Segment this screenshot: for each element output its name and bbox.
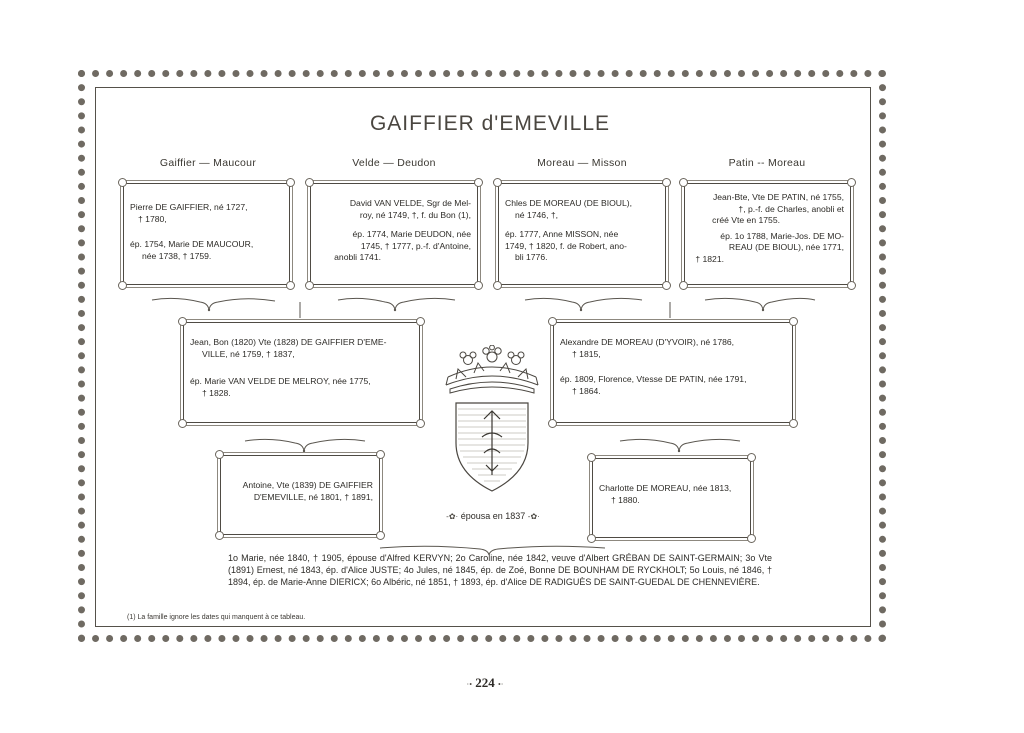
box-line: Jean, Bon (1820) Vte (1828) DE GAIFFIER D'EME- <box>190 337 387 347</box>
box-line: † 1815, <box>572 348 601 359</box>
person-box-charles-moreau <box>498 183 666 285</box>
footnote: (1) La famille ignore les dates qui manquent à ce tableau. <box>127 614 306 621</box>
ornament-right-icon: -✿· <box>527 512 540 521</box>
column-heading-gaiffier: Gaiffier — Maucour <box>159 157 257 169</box>
brace-top-right <box>525 298 642 310</box>
box-line: ép. 1754, Marie DE MAUCOUR, <box>130 239 254 250</box>
box-line: D'EMEVILLE, né 1801, † 1891, <box>253 491 373 502</box>
coat-of-arms-icon <box>438 345 546 495</box>
box-line: Antoine, Vte (1839) DE GAIFFIER <box>242 480 373 490</box>
box-line: 1745, † 1777, p.-f. d'Antoine, <box>360 240 471 251</box>
box-line: ép. 1774, Marie DEUDON, née <box>352 229 471 240</box>
box-line: anobli 1741. <box>334 252 381 263</box>
box-line: † 1821. <box>695 253 724 264</box>
person-box-pierre-gaiffier <box>123 183 290 285</box>
column-heading-moreau: Moreau — Misson <box>537 157 627 169</box>
ornament-left-icon: -✿· <box>446 512 459 521</box>
box-line: Charlotte DE MOREAU, née 1813, <box>599 483 732 493</box>
person-box-charlotte-moreau <box>592 458 751 538</box>
person-box-jean-baptiste-patin <box>684 183 851 285</box>
page-number-value: 224 <box>475 675 495 690</box>
marriage-note <box>418 511 568 521</box>
box-line: bli 1776. <box>515 252 548 263</box>
box-line: ép. Marie VAN VELDE DE MELROY, née 1775, <box>190 376 371 387</box>
box-line: † 1780, <box>138 213 167 224</box>
box-line: ép. 1o 1788, Marie-Jos. DE MO- <box>720 230 844 241</box>
person-box-david-van-velde <box>310 183 478 285</box>
box-line: Pierre DE GAIFFIER, né 1727, <box>130 202 248 212</box>
box-line: Alexandre DE MOREAU (D'YVOIR), né 1786, <box>560 337 735 347</box>
box-line: ép. 1777, Anne MISSON, née <box>505 229 619 240</box>
box-line: † 1828. <box>202 387 231 398</box>
brace-top-left-2 <box>338 298 455 310</box>
box-line: REAU (DE BIOUL), née 1771, <box>728 242 844 253</box>
brace-top-left <box>152 298 275 310</box>
box-line: † 1880. <box>611 494 640 505</box>
box-line: roy, né 1749, †, f. du Bon (1), <box>359 209 471 220</box>
page-number <box>430 675 540 691</box>
box-line: Chles DE MOREAU (DE BIOUL), <box>505 198 633 208</box>
column-heading-patin: Patin -- Moreau <box>728 157 806 169</box>
box-line: créé Vte en 1755. <box>712 215 780 226</box>
column-heading-velde: Velde — Deudon <box>352 157 436 169</box>
children-list: 1o Marie, née 1840, † 1905, épouse d'Alfred KERVYN; 2o Caroline, née 1842, veuve d'Albert GRÉBAN DE SAINT-GERMAIN; 3o Vte (1891) Ernest, né 1843, ép. d'Alice JUSTE; 4o Jules, né 1845, ép. de Zoé, Bonne DE BOUNHAM DE RYCKHOLT; 5o Louis, né 1846, † 1894, ép. de Marie-Anne DIERICX; 6o Albéric, né 1851, † 1893, ép. d'Alice DE RADIGUÈS DE SAINT-GUEDAL DE CHENNEVIÈRE. <box>228 553 772 587</box>
box-line: ép. 1809, Florence, Vtesse DE PATIN, née 1791, <box>560 374 747 385</box>
box-line: né 1746, †, <box>515 209 559 220</box>
box-line: †, p.-f. de Charles, anobli et <box>738 203 844 214</box>
person-box-alexandre-moreau <box>553 322 793 423</box>
brace-middle-left <box>245 439 365 451</box>
marriage-text: épousa en 1837 <box>460 511 526 521</box>
person-box-antoine-gaiffier <box>220 455 380 535</box>
page-number-dot-icon: •· <box>498 680 504 689</box>
page-title: GAIFFIER d'EMEVILLE <box>369 112 611 135</box>
box-line: VILLE, né 1759, † 1837, <box>202 348 295 359</box>
brace-middle-right <box>620 439 740 451</box>
box-line: 1749, † 1820, f. de Robert, ano- <box>505 240 627 251</box>
brace-top-right-2 <box>705 298 815 310</box>
page-number-dot-icon: ·• <box>466 680 472 689</box>
person-box-jean-gaiffier <box>183 322 420 423</box>
box-line: née 1738, † 1759. <box>142 250 212 261</box>
box-line: † 1864. <box>572 385 601 396</box>
box-line: Jean-Bte, Vte DE PATIN, né 1755, <box>712 192 844 202</box>
box-line: David VAN VELDE, Sgr de Mel- <box>349 198 471 208</box>
